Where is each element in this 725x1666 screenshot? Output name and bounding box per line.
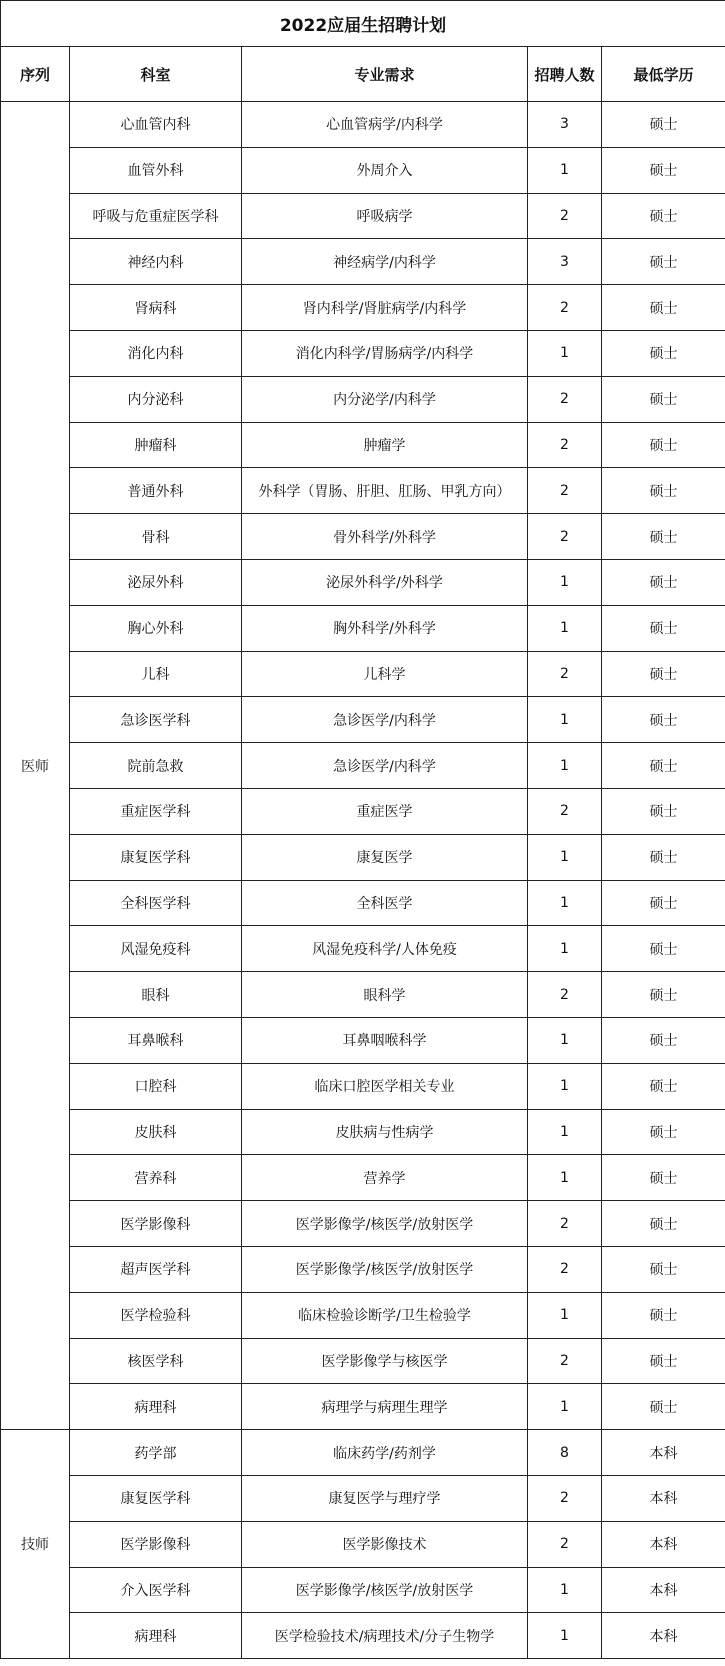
table-row [1,972,725,1018]
count-cell: 3 [528,239,602,285]
education-cell: 硕士 [602,1384,725,1430]
count-cell: 2 [528,1521,602,1567]
department-cell: 呼吸与危重症医学科 [70,193,242,239]
table-row [1,1567,725,1613]
header-sequence: 序列 [1,47,70,102]
table-row [1,605,725,651]
education-cell: 硕士 [602,559,725,605]
major-cell: 消化内科学/胃肠病学/内科学 [242,330,528,376]
education-cell: 本科 [602,1475,725,1521]
sequence-cell: 医师 [1,102,70,1430]
department-cell: 心血管内科 [70,102,242,148]
count-cell: 1 [528,1292,602,1338]
count-cell: 2 [528,514,602,560]
major-cell: 医学检验技术/病理技术/分子生物学 [242,1613,528,1659]
count-cell: 1 [528,697,602,743]
table-body [1,102,725,1659]
department-cell: 营养科 [70,1155,242,1201]
table-row [1,147,725,193]
count-cell: 2 [528,651,602,697]
education-cell: 硕士 [602,1338,725,1384]
sequence-cell: 技师 [1,1430,70,1659]
education-cell: 硕士 [602,147,725,193]
education-cell: 硕士 [602,376,725,422]
count-cell: 2 [528,1475,602,1521]
major-cell: 医学影像学/核医学/放射医学 [242,1246,528,1292]
department-cell: 核医学科 [70,1338,242,1384]
department-cell: 内分泌科 [70,376,242,422]
education-cell: 硕士 [602,285,725,331]
department-cell: 医学影像科 [70,1201,242,1247]
count-cell: 1 [528,605,602,651]
education-cell: 硕士 [602,1109,725,1155]
department-cell: 超声医学科 [70,1246,242,1292]
table-row [1,1063,725,1109]
major-cell: 外周介入 [242,147,528,193]
department-cell: 神经内科 [70,239,242,285]
count-cell: 8 [528,1430,602,1476]
major-cell: 内分泌学/内科学 [242,376,528,422]
education-cell: 硕士 [602,788,725,834]
major-cell: 皮肤病与性病学 [242,1109,528,1155]
education-cell: 硕士 [602,422,725,468]
department-cell: 耳鼻喉科 [70,1017,242,1063]
major-cell: 泌尿外科学/外科学 [242,559,528,605]
major-cell: 外科学（胃肠、肝胆、肛肠、甲乳方向） [242,468,528,514]
table-row [1,193,725,239]
department-cell: 儿科 [70,651,242,697]
department-cell: 药学部 [70,1430,242,1476]
table-row [1,559,725,605]
major-cell: 胸外科学/外科学 [242,605,528,651]
major-cell: 康复医学 [242,834,528,880]
count-cell: 1 [528,926,602,972]
department-cell: 普通外科 [70,468,242,514]
count-cell: 2 [528,1201,602,1247]
education-cell: 硕士 [602,926,725,972]
major-cell: 急诊医学/内科学 [242,697,528,743]
major-cell: 神经病学/内科学 [242,239,528,285]
count-cell: 2 [528,193,602,239]
table-row [1,788,725,834]
major-cell: 重症医学 [242,788,528,834]
major-cell: 康复医学与理疗学 [242,1475,528,1521]
count-cell: 1 [528,743,602,789]
table-row [1,834,725,880]
major-cell: 眼科学 [242,972,528,1018]
table-row [1,743,725,789]
table-row [1,926,725,972]
table-row [1,376,725,422]
education-cell: 硕士 [602,514,725,560]
table-row [1,1201,725,1247]
education-cell: 硕士 [602,1246,725,1292]
department-cell: 院前急救 [70,743,242,789]
education-cell: 硕士 [602,605,725,651]
header-education: 最低学历 [602,47,725,102]
major-cell: 医学影像学与核医学 [242,1338,528,1384]
count-cell: 1 [528,834,602,880]
department-cell: 介入医学科 [70,1567,242,1613]
count-cell: 1 [528,1384,602,1430]
department-cell: 急诊医学科 [70,697,242,743]
education-cell: 硕士 [602,880,725,926]
department-cell: 眼科 [70,972,242,1018]
table-row [1,1521,725,1567]
table-row [1,697,725,743]
count-cell: 2 [528,422,602,468]
count-cell: 2 [528,788,602,834]
count-cell: 1 [528,1017,602,1063]
table-row [1,1430,725,1476]
count-cell: 2 [528,1246,602,1292]
department-cell: 泌尿外科 [70,559,242,605]
major-cell: 医学影像学/核医学/放射医学 [242,1567,528,1613]
major-cell: 临床检验诊断学/卫生检验学 [242,1292,528,1338]
education-cell: 本科 [602,1430,725,1476]
major-cell: 医学影像技术 [242,1521,528,1567]
education-cell: 硕士 [602,193,725,239]
major-cell: 临床口腔医学相关专业 [242,1063,528,1109]
department-cell: 皮肤科 [70,1109,242,1155]
count-cell: 1 [528,1155,602,1201]
major-cell: 急诊医学/内科学 [242,743,528,789]
education-cell: 硕士 [602,743,725,789]
table-row [1,514,725,560]
major-cell: 风湿免疫科学/人体免疫 [242,926,528,972]
table-row [1,1384,725,1430]
count-cell: 2 [528,972,602,1018]
count-cell: 1 [528,1567,602,1613]
education-cell: 硕士 [602,834,725,880]
department-cell: 消化内科 [70,330,242,376]
department-cell: 口腔科 [70,1063,242,1109]
major-cell: 医学影像学/核医学/放射医学 [242,1201,528,1247]
department-cell: 风湿免疫科 [70,926,242,972]
major-cell: 骨外科学/外科学 [242,514,528,560]
major-cell: 儿科学 [242,651,528,697]
table-row [1,651,725,697]
education-cell: 硕士 [602,239,725,285]
education-cell: 硕士 [602,1063,725,1109]
education-cell: 硕士 [602,651,725,697]
count-cell: 1 [528,1109,602,1155]
table-row [1,1155,725,1201]
table-row [1,102,725,148]
count-cell: 1 [528,147,602,193]
table-row [1,330,725,376]
count-cell: 3 [528,102,602,148]
department-cell: 肾病科 [70,285,242,331]
education-cell: 硕士 [602,1155,725,1201]
table-row [1,468,725,514]
major-cell: 肾内科学/肾脏病学/内科学 [242,285,528,331]
count-cell: 2 [528,1338,602,1384]
education-cell: 本科 [602,1613,725,1659]
table-row [1,1613,725,1659]
table-row [1,1017,725,1063]
education-cell: 本科 [602,1521,725,1567]
education-cell: 硕士 [602,697,725,743]
table-row [1,880,725,926]
table-row [1,422,725,468]
count-cell: 1 [528,880,602,926]
department-cell: 骨科 [70,514,242,560]
major-cell: 营养学 [242,1155,528,1201]
count-cell: 1 [528,1063,602,1109]
education-cell: 硕士 [602,1201,725,1247]
table-title: 2022应届生招聘计划 [1,1,725,47]
education-cell: 硕士 [602,1292,725,1338]
department-cell: 康复医学科 [70,834,242,880]
major-cell: 全科医学 [242,880,528,926]
table-row [1,1338,725,1384]
education-cell: 硕士 [602,468,725,514]
table-row [1,285,725,331]
header-department: 科室 [70,47,242,102]
count-cell: 2 [528,376,602,422]
major-cell: 临床药学/药剂学 [242,1430,528,1476]
major-cell: 耳鼻咽喉科学 [242,1017,528,1063]
department-cell: 康复医学科 [70,1475,242,1521]
department-cell: 医学影像科 [70,1521,242,1567]
table-row [1,239,725,285]
count-cell: 1 [528,559,602,605]
header-major: 专业需求 [242,47,528,102]
department-cell: 医学检验科 [70,1292,242,1338]
education-cell: 本科 [602,1567,725,1613]
major-cell: 心血管病学/内科学 [242,102,528,148]
department-cell: 病理科 [70,1384,242,1430]
table-row [1,1246,725,1292]
education-cell: 硕士 [602,330,725,376]
major-cell: 呼吸病学 [242,193,528,239]
department-cell: 重症医学科 [70,788,242,834]
table-row [1,1292,725,1338]
department-cell: 肿瘤科 [70,422,242,468]
table-row [1,1475,725,1521]
education-cell: 硕士 [602,102,725,148]
department-cell: 血管外科 [70,147,242,193]
header-count: 招聘人数 [528,47,602,102]
count-cell: 1 [528,330,602,376]
department-cell: 胸心外科 [70,605,242,651]
major-cell: 肿瘤学 [242,422,528,468]
table-row [1,1109,725,1155]
count-cell: 1 [528,1613,602,1659]
count-cell: 2 [528,468,602,514]
department-cell: 病理科 [70,1613,242,1659]
major-cell: 病理学与病理生理学 [242,1384,528,1430]
education-cell: 硕士 [602,1017,725,1063]
department-cell: 全科医学科 [70,880,242,926]
count-cell: 2 [528,285,602,331]
education-cell: 硕士 [602,972,725,1018]
